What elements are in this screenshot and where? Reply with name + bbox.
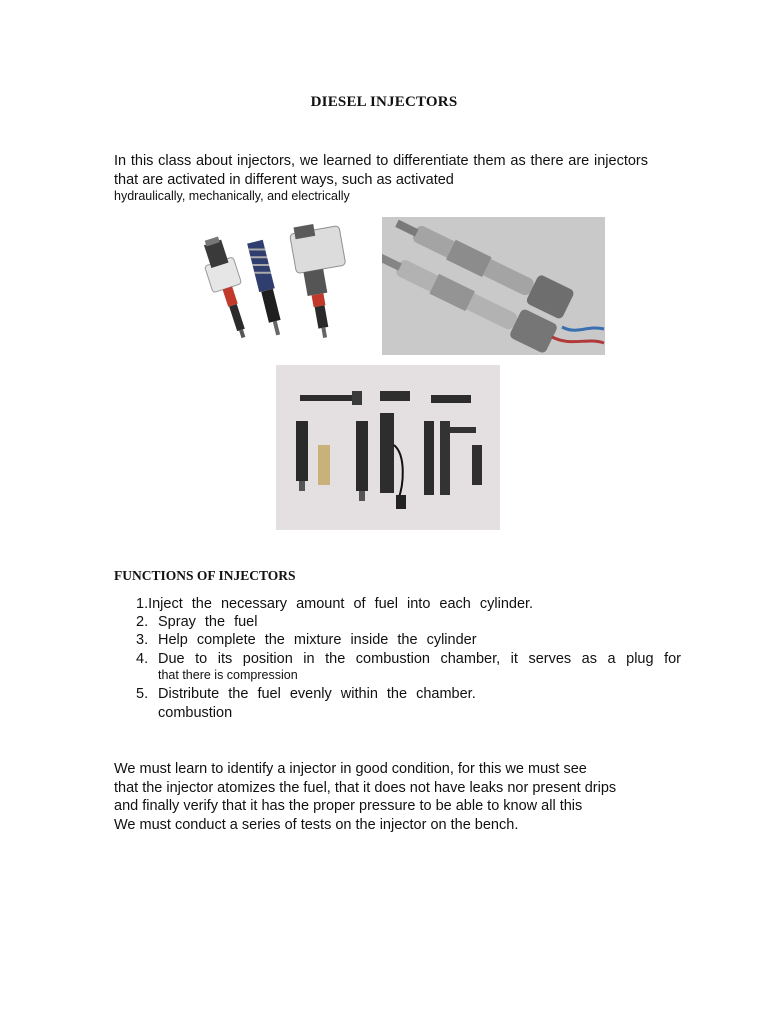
intro-small-line: hydraulically, mechanically, and electrically: [114, 189, 350, 203]
page-title: DIESEL INJECTORS: [310, 94, 458, 110]
function-5-extra: combustion: [158, 705, 233, 721]
function-number: 4.: [136, 651, 149, 667]
function-4-continuation: that there is compression: [158, 668, 298, 682]
function-item-4: [136, 651, 681, 667]
paragraph-line: We must learn to identify a injector in good condition, for this we must see: [114, 761, 587, 777]
function-text: Due to its position in the combustion chamber, it serves as a plug for: [158, 651, 681, 667]
assorted-injectors-photo: [276, 365, 500, 530]
function-number: 3.: [136, 632, 149, 648]
paragraph-line: that the injector atomizes the fuel, that it does not have leaks nor present drips: [114, 779, 617, 796]
section-title: FUNCTIONS OF INJECTORS: [114, 568, 296, 583]
function-text: Help complete the mixture inside the cylinder: [158, 632, 477, 648]
closing-paragraph: [114, 760, 616, 834]
unit-injectors-photo: [183, 220, 355, 348]
paragraph-line: and finally verify that it has the proper pressure to be able to know all this: [114, 798, 583, 814]
function-item-1: [136, 596, 533, 612]
function-number: 2.: [136, 614, 149, 630]
function-item-5: [136, 686, 476, 702]
function-text: Inject the necessary amount of fuel into each cylinder.: [148, 596, 534, 612]
function-number: 5.: [136, 686, 149, 702]
intro-paragraph: In this class about injectors, we learned to differentiate them as there are injectors that are activated in different ways, such as activated: [114, 153, 648, 188]
function-text: Distribute the fuel evenly within the chamber.: [158, 686, 476, 702]
function-item-2: [136, 614, 257, 630]
paragraph-line: We must conduct a series of tests on the injector on the bench.: [114, 816, 519, 833]
common-rail-injectors-photo: [382, 217, 605, 355]
function-number: 1.: [136, 596, 149, 612]
function-item-3: [136, 632, 477, 648]
function-text: Spray the fuel: [158, 614, 258, 630]
